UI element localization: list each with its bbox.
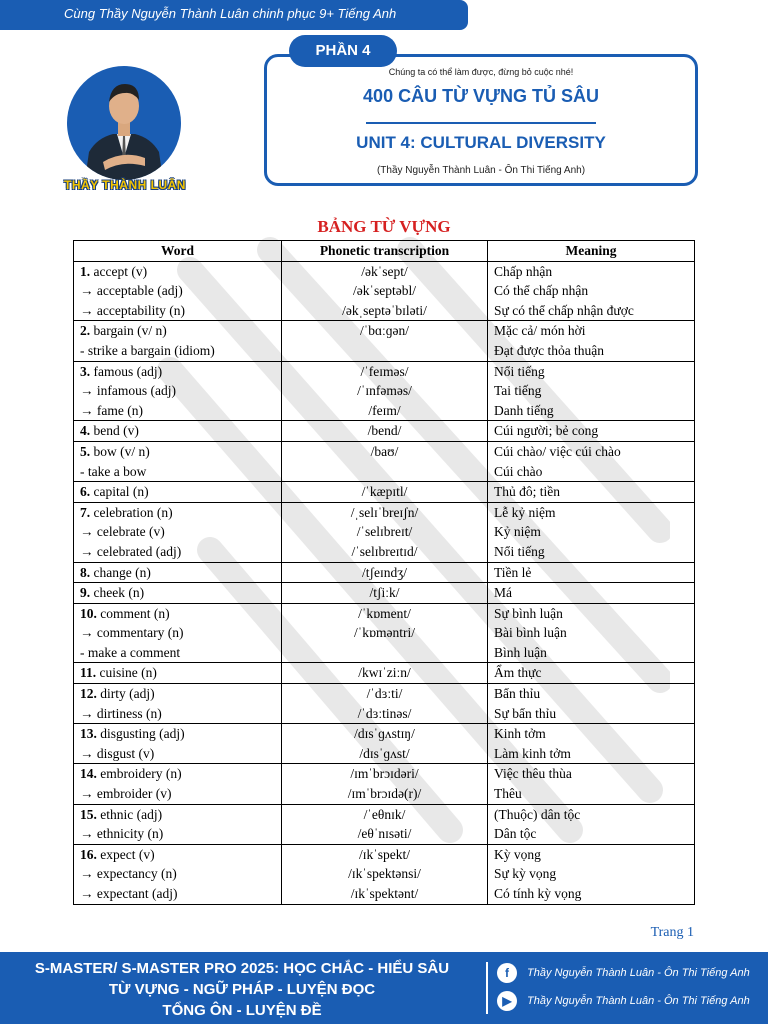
table-row xyxy=(74,482,695,503)
meaning-line: Bẩn thỉu xyxy=(494,686,541,702)
phonetic-line: /tʃeɪndʒ/ xyxy=(362,564,407,580)
word-line: 7. celebration (n) xyxy=(80,504,173,520)
meaning-line: Kỷ niệm xyxy=(494,524,541,540)
youtube-link[interactable] xyxy=(497,991,750,1011)
meaning-line: Cúi chào/ việc cúi chào xyxy=(494,443,621,459)
meaning-line: Dân tộc xyxy=(494,826,537,842)
meaning-line: Có tính kỳ vọng xyxy=(494,886,582,901)
meaning-cell xyxy=(488,684,695,724)
item-number: 3. xyxy=(80,363,91,379)
table-row xyxy=(74,361,695,421)
header-word: Word xyxy=(74,241,282,262)
meaning-line: Lễ kỷ niệm xyxy=(494,504,556,520)
meaning-line: Thêu xyxy=(494,786,522,802)
phonetic-cell xyxy=(282,502,488,562)
word-cell xyxy=(74,441,282,481)
phonetic-cell xyxy=(282,562,488,583)
table-row xyxy=(74,502,695,562)
phonetic-line: /ˈkɒməntri/ xyxy=(353,625,416,641)
word-line: → disgust (v) xyxy=(80,745,155,761)
phonetic-line xyxy=(288,341,481,361)
table-row xyxy=(74,421,695,442)
meaning-line: Tai tiếng xyxy=(494,383,542,399)
phonetic-cell xyxy=(282,663,488,684)
vocab-heading: BẢNG TỪ VỰNG xyxy=(317,217,451,236)
item-number: 9. xyxy=(80,585,91,601)
phonetic-line xyxy=(288,643,481,663)
word-line: 4. bend (v) xyxy=(80,423,139,439)
word-line: → ethnicity (n) xyxy=(80,826,164,842)
item-number: 4. xyxy=(80,423,91,439)
phonetic-line: /ˈselɪbreɪt/ xyxy=(356,524,413,540)
word-line: → infamous (adj) xyxy=(80,383,176,399)
word-line: 1. accept (v) xyxy=(80,263,148,279)
phonetic-line: /ˈɪnfəməs/ xyxy=(357,383,412,399)
word-line: 9. cheek (n) xyxy=(80,585,145,601)
word-line: 10. comment (n) xyxy=(80,605,170,621)
word-line: 11. cuisine (n) xyxy=(80,665,157,681)
phonetic-cell xyxy=(282,421,488,442)
word-line: - make a comment xyxy=(80,644,181,660)
phonetic-cell xyxy=(282,361,488,421)
vocab-table xyxy=(73,240,695,905)
word-line: → expectant (adj) xyxy=(80,886,178,901)
table-row xyxy=(74,724,695,764)
phonetic-cell xyxy=(282,261,488,321)
meaning-line: Bình luận xyxy=(494,644,547,660)
word-line: → celebrated (adj) xyxy=(80,543,182,559)
table-row xyxy=(74,441,695,481)
phonetic-line xyxy=(288,462,481,482)
meaning-line: Bài bình luận xyxy=(494,625,567,641)
facebook-link[interactable] xyxy=(497,963,750,983)
word-line: 15. ethnic (adj) xyxy=(80,806,163,822)
phonetic-cell xyxy=(282,603,488,663)
teacher-name: THẦY THÀNH LUÂN xyxy=(64,178,186,192)
meaning-cell xyxy=(488,321,695,361)
author-line: (Thầy Nguyễn Thành Luân - Ôn Thi Tiếng Anh) xyxy=(376,165,586,176)
meaning-line: Má xyxy=(494,585,512,601)
phonetic-cell xyxy=(282,724,488,764)
unit-title: UNIT 4: CULTURAL DIVERSITY xyxy=(356,133,606,152)
meaning-line: Kỳ vọng xyxy=(494,846,541,862)
meaning-cell xyxy=(488,421,695,442)
word-line: 2. bargain (v/ n) xyxy=(80,323,167,339)
item-number: 5. xyxy=(80,443,91,459)
meaning-line: Đạt được thỏa thuận xyxy=(494,342,605,358)
meaning-cell xyxy=(488,603,695,663)
meaning-cell xyxy=(488,844,695,904)
meaning-line: Chấp nhận xyxy=(494,263,553,279)
meaning-line: Có thể chấp nhận xyxy=(494,283,589,299)
promo-text xyxy=(14,958,470,1021)
meaning-cell xyxy=(488,261,695,321)
word-line: 3. famous (adj) xyxy=(80,363,163,379)
word-cell xyxy=(74,684,282,724)
phonetic-line: /eθˈnɪsəti/ xyxy=(357,826,412,842)
phonetic-line: /ˈkæpɪtl/ xyxy=(361,484,408,500)
meaning-line: Danh tiếng xyxy=(494,402,554,418)
phonetic-line: /kwɪˈziːn/ xyxy=(358,665,411,681)
table-row xyxy=(74,603,695,663)
meaning-cell xyxy=(488,482,695,503)
word-line: 14. embroidery (n) xyxy=(80,766,182,782)
phonetic-line: /ˈbɑːɡən/ xyxy=(359,323,410,339)
item-number: 14. xyxy=(80,766,97,782)
word-line: → embroider (v) xyxy=(80,786,172,802)
table-row xyxy=(74,321,695,361)
phonetic-cell xyxy=(282,764,488,804)
phonetic-line: /baʊ/ xyxy=(370,443,399,459)
youtube-label: Thầy Nguyễn Thành Luân - Ôn Thi Tiếng Anh xyxy=(527,994,750,1007)
phonetic-line: /ˈkɒment/ xyxy=(358,605,411,621)
phonetic-line: /ɪmˈbrɔɪdəri/ xyxy=(350,766,419,782)
word-line: - take a bow xyxy=(80,463,147,479)
phonetic-line: /ˈdɜːtinəs/ xyxy=(357,705,412,721)
meaning-line: Cúi người; bẻ cong xyxy=(494,423,599,439)
phonetic-line: /ˌselɪˈbreɪʃn/ xyxy=(350,504,419,520)
word-line: → dirtiness (n) xyxy=(80,705,162,721)
word-cell xyxy=(74,603,282,663)
facebook-label: Thầy Nguyễn Thành Luân - Ôn Thi Tiếng Anh xyxy=(527,966,750,979)
meaning-cell xyxy=(488,502,695,562)
meaning-line: Cúi chào xyxy=(494,463,543,479)
meaning-line: Tiền lẻ xyxy=(494,564,532,580)
header-meaning: Meaning xyxy=(488,241,695,262)
word-cell xyxy=(74,844,282,904)
page-number: Trang 1 xyxy=(650,925,694,940)
youtube-icon: ▶ xyxy=(497,991,517,1011)
item-number: 13. xyxy=(80,726,97,742)
motto: Chúng ta có thể làm được, đừng bỏ cuộc nhé! xyxy=(388,67,574,77)
meaning-line: Làm kinh tởm xyxy=(494,745,571,761)
phonetic-line: /ɪkˈspekt/ xyxy=(359,846,410,862)
item-number: 11. xyxy=(80,665,97,681)
phonetic-line: /əkˈsept/ xyxy=(361,263,408,279)
meaning-line: Kinh tởm xyxy=(494,726,546,742)
main-title: 400 CÂU TỪ VỰNG TỦ SÂU xyxy=(363,86,599,106)
phonetic-line: /ɪmˈbrɔɪdə(r)/ xyxy=(347,786,422,802)
phonetic-cell xyxy=(282,321,488,361)
table-row xyxy=(74,804,695,844)
meaning-line: Sự có thể chấp nhận được xyxy=(494,302,634,318)
phonetic-line: /ɪkˈspektənt/ xyxy=(350,886,419,901)
word-cell xyxy=(74,482,282,503)
phonetic-line: /tʃiːk/ xyxy=(369,585,400,601)
phonetic-line: /feɪm/ xyxy=(368,402,401,418)
word-line: 6. capital (n) xyxy=(80,484,149,500)
meaning-line: Việc thêu thùa xyxy=(494,766,572,782)
word-line: 5. bow (v/ n) xyxy=(80,443,150,459)
meaning-line: Nổi tiếng xyxy=(494,363,545,379)
phonetic-line: /ɪkˈspektənsi/ xyxy=(348,866,421,882)
word-cell xyxy=(74,562,282,583)
meaning-line: Thủ đô; tiền xyxy=(494,484,560,500)
word-line: - strike a bargain (idiom) xyxy=(80,342,215,358)
table-row xyxy=(74,844,695,904)
word-cell xyxy=(74,764,282,804)
item-number: 16. xyxy=(80,846,97,862)
table-header-row xyxy=(74,241,695,262)
item-number: 12. xyxy=(80,686,97,702)
phonetic-line: /dɪsˈɡʌstɪŋ/ xyxy=(354,726,415,742)
promo-line-1: S-MASTER/ S-MASTER PRO 2025: HỌC CHẮC - HIỂU SÂU xyxy=(34,960,450,977)
section-badge: PHẦN 4 xyxy=(289,35,397,67)
promo-line-2: TỪ VỰNG - NGỮ PHÁP - LUYỆN ĐỌC xyxy=(108,981,376,998)
item-number: 15. xyxy=(80,806,97,822)
table-row xyxy=(74,583,695,604)
meaning-cell xyxy=(488,361,695,421)
word-cell xyxy=(74,663,282,684)
meaning-cell xyxy=(488,804,695,844)
title-divider xyxy=(366,122,596,124)
word-line: → fame (n) xyxy=(80,402,143,418)
table-row xyxy=(74,562,695,583)
meaning-cell xyxy=(488,764,695,804)
phonetic-cell xyxy=(282,441,488,481)
word-line: 12. dirty (adj) xyxy=(80,686,155,702)
word-line: → acceptable (adj) xyxy=(80,283,183,299)
meaning-line: Ẩm thực xyxy=(494,665,542,681)
item-number: 10. xyxy=(80,605,97,621)
word-cell xyxy=(74,421,282,442)
meaning-line: Sự bình luận xyxy=(494,605,563,621)
phonetic-cell xyxy=(282,684,488,724)
word-cell xyxy=(74,804,282,844)
teacher-avatar xyxy=(67,66,181,180)
table-row xyxy=(74,764,695,804)
item-number: 8. xyxy=(80,564,91,580)
phonetic-line: /ˈfeɪməs/ xyxy=(360,363,409,379)
top-banner xyxy=(0,0,468,30)
phonetic-line: /əkˌseptəˈbɪləti/ xyxy=(342,302,427,318)
meaning-cell xyxy=(488,562,695,583)
word-line: → commentary (n) xyxy=(80,625,184,641)
phonetic-cell xyxy=(282,583,488,604)
banner-text: Cùng Thầy Nguyễn Thành Luân chinh phục 9+ Tiếng Anh xyxy=(64,6,397,21)
item-number: 2. xyxy=(80,323,91,339)
word-cell xyxy=(74,261,282,321)
meaning-line: Sự kỳ vọng xyxy=(494,866,557,882)
phonetic-line: /ˈselɪbreɪtɪd/ xyxy=(351,543,418,559)
table-row xyxy=(74,684,695,724)
promo-line-3: TỔNG ÔN - LUYỆN ĐỀ xyxy=(162,1002,322,1019)
item-number: 1. xyxy=(80,263,91,279)
word-cell xyxy=(74,361,282,421)
phonetic-line: /bend/ xyxy=(367,423,402,439)
table-row xyxy=(74,261,695,321)
phonetic-line: /ˈeθnɪk/ xyxy=(363,806,406,822)
phonetic-line: /əkˈseptəbl/ xyxy=(353,283,416,299)
word-line: 13. disgusting (adj) xyxy=(80,726,185,742)
word-line: → celebrate (v) xyxy=(80,524,165,540)
word-line: → acceptability (n) xyxy=(80,302,185,318)
item-number: 6. xyxy=(80,484,91,500)
meaning-cell xyxy=(488,724,695,764)
meaning-cell xyxy=(488,441,695,481)
phonetic-line: /dɪsˈɡʌst/ xyxy=(359,745,410,761)
phonetic-line: /ˈdɜːti/ xyxy=(366,686,403,702)
meaning-line: Sự bẩn thỉu xyxy=(494,705,557,721)
meaning-line: (Thuộc) dân tộc xyxy=(494,806,581,822)
word-cell xyxy=(74,321,282,361)
meaning-line: Nổi tiếng xyxy=(494,543,545,559)
vocab-table-body xyxy=(74,261,695,904)
phonetic-cell xyxy=(282,844,488,904)
teacher-portrait-icon xyxy=(67,66,181,180)
word-cell xyxy=(74,583,282,604)
facebook-icon: f xyxy=(497,963,517,983)
item-number: 7. xyxy=(80,504,91,520)
footer-divider xyxy=(486,962,488,1014)
word-line: 16. expect (v) xyxy=(80,846,155,862)
meaning-line: Mặc cả/ món hời xyxy=(494,323,586,339)
word-cell xyxy=(74,724,282,764)
header-phonetic: Phonetic transcription xyxy=(282,241,488,262)
word-cell xyxy=(74,502,282,562)
table-row xyxy=(74,663,695,684)
phonetic-cell xyxy=(282,482,488,503)
word-line: → expectancy (n) xyxy=(80,866,177,882)
phonetic-cell xyxy=(282,804,488,844)
word-line: 8. change (n) xyxy=(80,564,151,580)
meaning-cell xyxy=(488,663,695,684)
meaning-cell xyxy=(488,583,695,604)
